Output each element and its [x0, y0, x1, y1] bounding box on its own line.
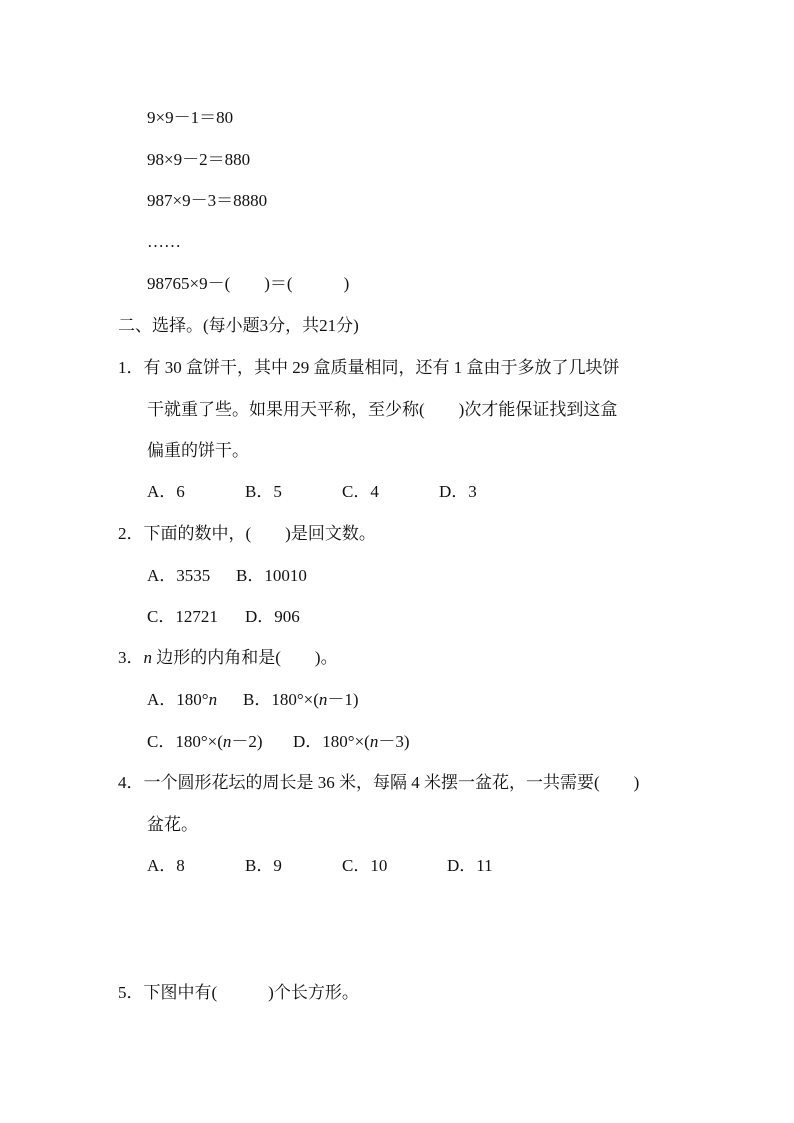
q4-option-c: C．10 [342, 856, 388, 875]
q3-option-d-text: D．180°×( [293, 732, 370, 751]
q2-option-d: D．906 [245, 607, 300, 626]
q3-option-b [243, 689, 359, 711]
q5-line-1: 5．下图中有( )个长方形。 [118, 983, 359, 1002]
q3-option-b-n: n [318, 690, 328, 709]
q4-line-2: 盆花。 [147, 815, 198, 834]
pattern-ellipsis: …… [147, 232, 181, 251]
q3-option-d-n: n [369, 732, 379, 751]
q4-option-a: A．8 [147, 856, 185, 875]
q1-line-1: 1．有 30 盒饼干，其中 29 盒质量相同，还有 1 盒由于多放了几块饼 [118, 358, 620, 377]
q3-option-d-tail: －3) [378, 732, 410, 751]
q2-option-b: B．10010 [236, 566, 307, 585]
pattern-line-1: 9×9－1＝80 [147, 108, 234, 127]
q4-option-d: D．11 [447, 856, 493, 875]
q1-line-3: 偏重的饼干。 [147, 441, 249, 460]
pattern-line-3: 987×9－3＝8880 [147, 191, 268, 210]
pattern-line-2: 98×9－2＝880 [147, 150, 251, 169]
q1-option-a: A．6 [147, 482, 185, 501]
q3-option-d [293, 731, 410, 753]
q3-option-a-text: A．180° [147, 690, 209, 709]
q1-option-c: C．4 [342, 482, 379, 501]
q3-option-c [147, 731, 263, 753]
q3-variable-n: n [143, 648, 152, 667]
q3-option-b-text: B．180°×( [243, 690, 319, 709]
q2-line-1: 2．下面的数中，( )是回文数。 [118, 524, 376, 543]
q4-line-1: 4．一个圆形花坛的周长是 36 米，每隔 4 米摆一盆花，一共需要( ) [118, 773, 640, 792]
q3-number: 3． [118, 648, 144, 667]
q1-option-b: B．5 [245, 482, 282, 501]
q3-option-a [147, 689, 217, 711]
pattern-line-5: 98765×9－( )＝( ) [147, 274, 350, 293]
q3-option-c-text: C．180°×( [147, 732, 223, 751]
section-heading: 二、选择。(每小题3分，共21分) [118, 316, 359, 335]
q2-option-c: C．12721 [147, 607, 218, 626]
q3-option-b-tail: －1) [327, 690, 359, 709]
q3-line-1 [118, 647, 338, 669]
q3-text: 边形的内角和是( )。 [152, 648, 338, 667]
q3-option-c-tail: －2) [231, 732, 263, 751]
q1-option-d: D．3 [439, 482, 477, 501]
q1-line-2: 干就重了些。如果用天平称，至少称( )次才能保证找到这盒 [147, 400, 618, 419]
q3-option-c-n: n [222, 732, 232, 751]
q3-option-a-n: n [208, 690, 218, 709]
q4-option-b: B．9 [245, 856, 282, 875]
q2-option-a: A．3535 [147, 566, 211, 585]
